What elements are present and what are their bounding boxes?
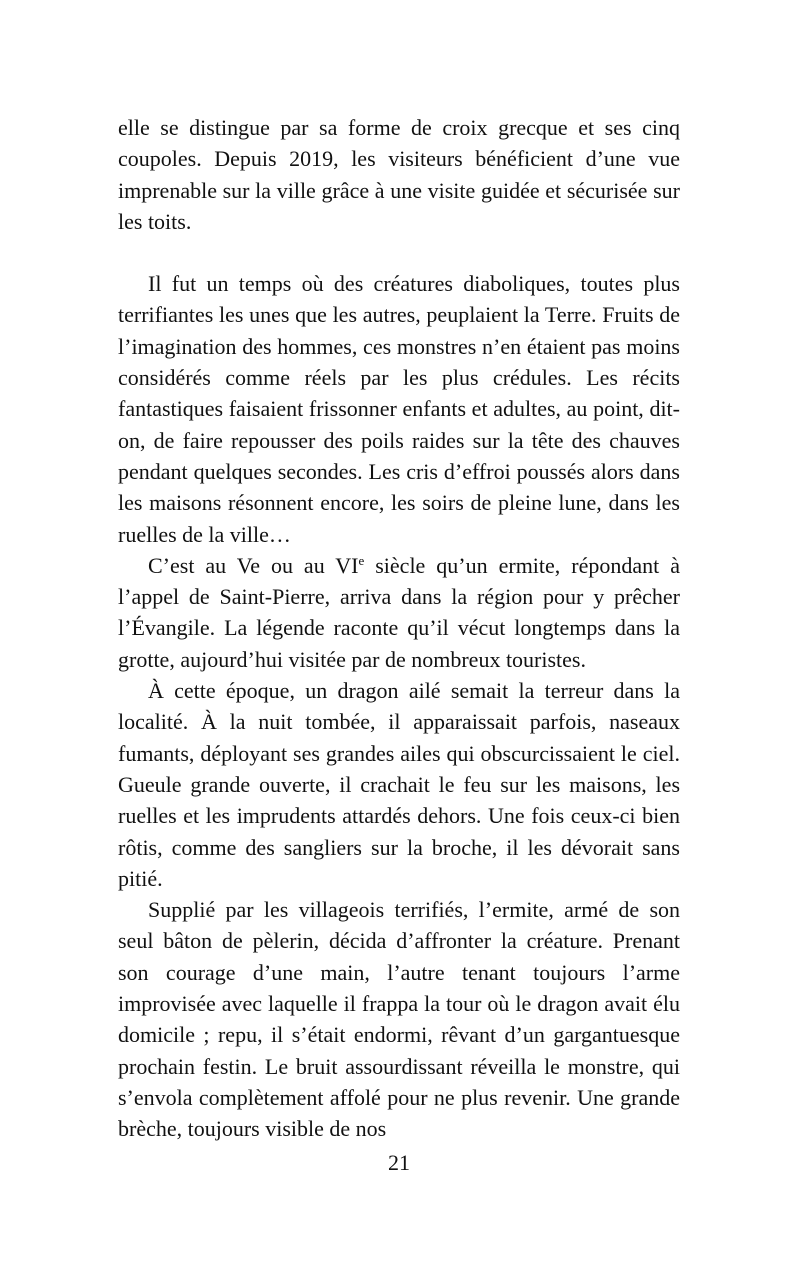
hermit-text-rest: siècle qu’un ermite, répondant à l’appel de Saint-Pierre, arriva dans la région pour y prêcher l’Évangile. La légende raconte qu’il vécut longtemps dans la grotte, aujourd’hui visitée par de nombreux touristes. xyxy=(118,552,680,672)
section-break xyxy=(118,237,680,268)
page-body xyxy=(118,112,680,1145)
paragraph-creatures: Il fut un temps où des créatures diaboliques, toutes plus terrifiantes les unes que les autres, peuplaient la Terre. Fruits de l’imagination des hommes, ces monstres n’en étaient pas moins considérés comme réels par les plus crédules. Les récits fantastiques faisaient frissonner enfants et adultes, au point, dit-on, de faire repousser des poils raides sur la tête des chauves pendant quelques secondes. Les cris d’effroi poussés alors dans les maisons résonnent encore, les soirs de pleine lune, dans les ruelles de la ville… xyxy=(118,271,680,547)
page-number: 21 xyxy=(388,1150,410,1175)
paragraph-hermit xyxy=(118,550,680,675)
paragraph-cathedral-end: elle se distingue par sa forme de croix grecque et ses cinq coupoles. Depuis 2019, les visiteurs bénéficient d’une vue imprenable sur la ville grâce à une visite guidée et sécurisée sur les toits. xyxy=(118,115,680,234)
hermit-text-start: C’est au Ve ou au VI xyxy=(148,552,359,578)
century-superscript: e xyxy=(358,552,365,568)
paragraph-confrontation: Supplié par les villageois terrifiés, l’ermite, armé de son seul bâton de pèlerin, décida d’affronter la créature. Prenant son courage d’une main, l’autre tenant toujours l’arme improvisée avec laquelle il frappa la tour où le dragon avait élu domicile ; repu, il s’était endormi, rêvant d’un gargantuesque prochain festin. Le bruit assourdissant réveilla le monstre, qui s’envola complètement affolé pour ne plus revenir. Une grande brèche, toujours visible de nos xyxy=(118,897,680,1142)
paragraph-dragon: À cette époque, un dragon ailé semait la terreur dans la localité. À la nuit tombée, il apparaissait parfois, naseaux fumants, déployant ses grandes ailes qui obscurcissaient le ciel. Gueule grande ouverte, il crachait le feu sur les maisons, les ruelles et les imprudents attardés dehors. Une fois ceux-ci bien rôtis, comme des sangliers sur la broche, il les dévorait sans pitié. xyxy=(118,678,680,891)
